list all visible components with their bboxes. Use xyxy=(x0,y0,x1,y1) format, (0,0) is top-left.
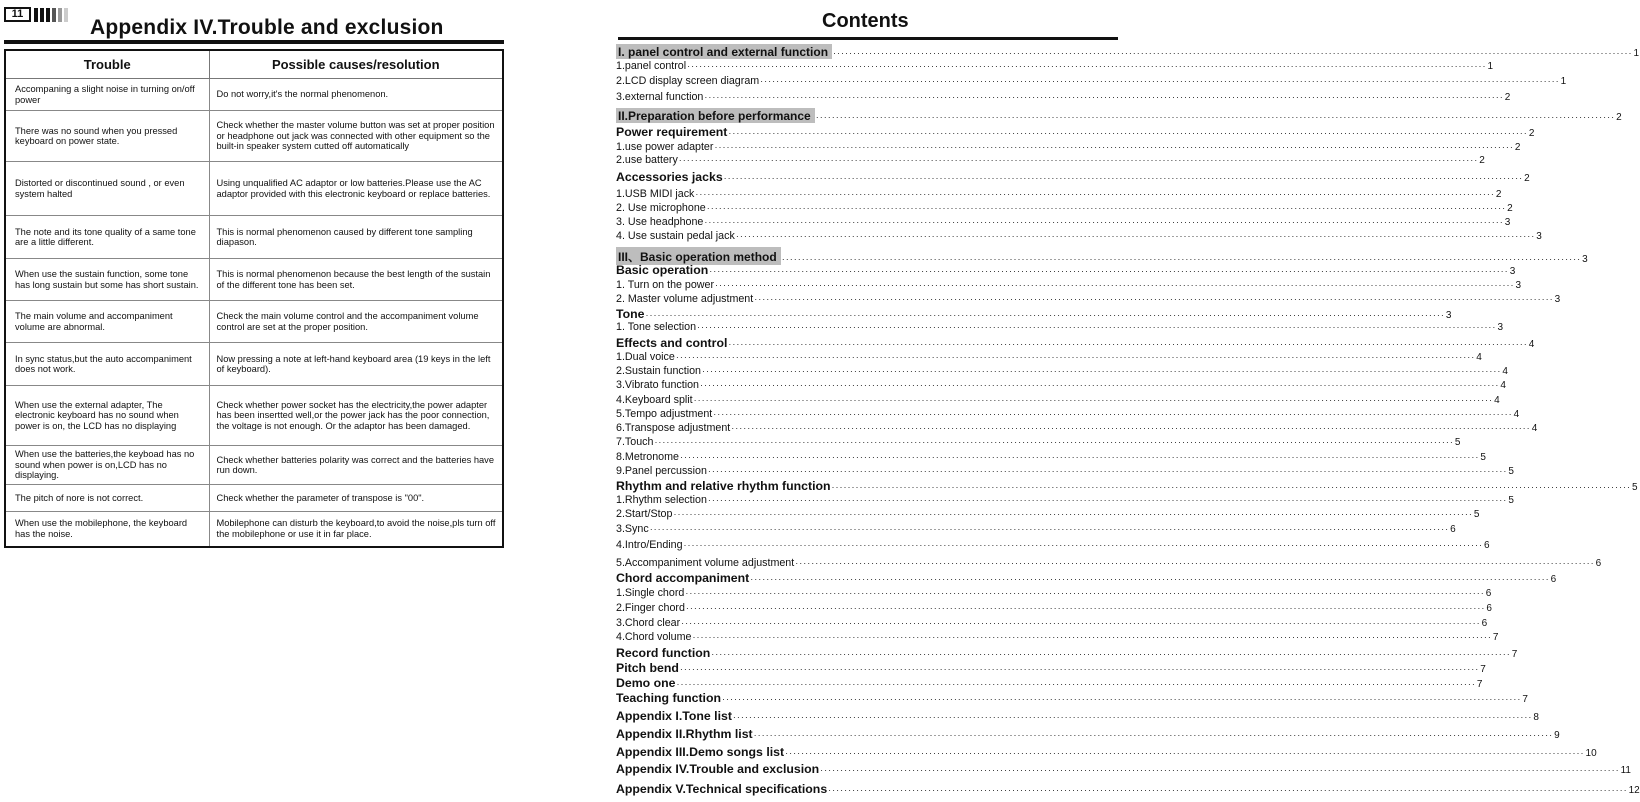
toc-entry xyxy=(616,170,1530,184)
toc-entry-label: I. panel control and external function xyxy=(616,44,832,59)
toc-leader-dots: ········································································································································································································ xyxy=(723,173,1524,183)
table-row xyxy=(5,162,503,216)
table-row xyxy=(5,259,503,301)
toc-entry-label: 7.Touch xyxy=(616,436,654,448)
toc-entry-label: 4.Intro/Ending xyxy=(616,539,683,551)
toc-entry-label: 2. Master volume adjustment xyxy=(616,293,754,305)
toc-entry-page: 8 xyxy=(1533,712,1539,723)
resolution-cell: Using unqualified AC adaptor or low batteries.Please use the AC adaptor provided with this electronic keyboard or replace batteries. xyxy=(209,162,503,216)
resolution-cell: Mobilephone can disturb the keyboard,to avoid the noise,pls turn off the mobilephone or use it in far place. xyxy=(209,512,503,547)
toc-entry xyxy=(616,188,1502,200)
toc-leader-dots: ········································································································································································································ xyxy=(704,217,1504,227)
title-rule xyxy=(4,40,504,44)
toc-entry xyxy=(616,422,1538,434)
toc-entry xyxy=(616,293,1561,305)
toc-entry-page: 4 xyxy=(1476,352,1482,363)
toc-entry-page: 3 xyxy=(1445,310,1452,321)
toc-leader-dots: ········································································································································································································ xyxy=(828,785,1628,795)
toc-entry-page: 2 xyxy=(1504,92,1511,103)
toc-entry-page: 2 xyxy=(1479,155,1485,166)
toc-leader-dots: ········································································································································································································ xyxy=(815,112,1616,122)
toc-leader-dots: ········································································································································································································ xyxy=(721,694,1522,704)
toc-leader-dots: ········································································································································································································ xyxy=(715,280,1515,290)
table-row xyxy=(5,386,503,446)
toc-leader-dots: ········································································································································································································ xyxy=(683,540,1483,550)
toc-entry-page: 5 xyxy=(1508,466,1514,477)
toc-entry-page: 2 xyxy=(1616,112,1622,123)
toc-entry-label: 3. Use headphone xyxy=(616,216,704,228)
toc-entry xyxy=(616,782,1640,796)
toc-entry-page: 7 xyxy=(1492,632,1499,643)
toc-entry xyxy=(616,571,1557,585)
toc-leader-dots: ········································································································································································································ xyxy=(645,310,1445,320)
toc-leader-dots: ········································································································································································································ xyxy=(731,423,1531,433)
toc-entry-page: 7 xyxy=(1476,679,1483,690)
toc-entry-page: 6 xyxy=(1486,603,1492,614)
toc-entry-page: 6 xyxy=(1485,588,1492,599)
toc-leader-dots: ········································································································································································································ xyxy=(820,765,1620,775)
resolution-cell: Check whether the master volume button was set at proper position or headphone out jack was connected with other equipment so the built-in speaker system cutted off automatically xyxy=(209,111,503,162)
toc-entry xyxy=(616,587,1492,599)
toc-entry-label: 8.Metronome xyxy=(616,451,679,463)
toc-entry xyxy=(616,557,1602,569)
header-resolution: Possible causes/resolution xyxy=(209,50,503,79)
toc-entry xyxy=(616,307,1452,321)
toc-entry xyxy=(616,44,1640,59)
toc-entry-page: 5 xyxy=(1508,495,1514,506)
toc-leader-dots: ········································································································································································································ xyxy=(735,231,1536,241)
right-page xyxy=(600,0,1640,802)
toc-entry-label: 6.Transpose adjustment xyxy=(616,422,731,434)
toc-entry-page: 5 xyxy=(1631,482,1638,493)
toc-leader-dots: ········································································································································································································ xyxy=(711,649,1511,659)
toc-entry-label: Appendix III.Demo songs list xyxy=(616,745,785,759)
toc-entry-label: 5.Tempo adjustment xyxy=(616,408,713,420)
trouble-cell: Distorted or discontinued sound , or even system halted xyxy=(5,162,209,216)
toc-entry-page: 4 xyxy=(1528,339,1535,350)
toc-entry xyxy=(616,602,1492,614)
toc-entry-page: 7 xyxy=(1511,649,1518,660)
toc-entry-page: 6 xyxy=(1550,574,1557,585)
toc-entry xyxy=(616,394,1500,406)
toc-entry-page: 1 xyxy=(1633,48,1640,59)
toc-entry-label: Rhythm and relative rhythm function xyxy=(616,479,831,493)
toc-entry xyxy=(616,691,1528,705)
page-number: 11 xyxy=(4,7,31,22)
contents-rule xyxy=(618,37,1118,40)
toc-entry xyxy=(616,141,1521,153)
page-number-badge xyxy=(4,7,60,23)
toc-entry-page: 1 xyxy=(1487,61,1494,72)
toc-leader-dots: ········································································································································································································ xyxy=(706,203,1507,213)
trouble-cell: When use the batteries,the keyboad has no sound when power is on,LCD has no displaying. xyxy=(5,446,209,485)
toc-entry-page: 3 xyxy=(1554,294,1561,305)
trouble-cell: The note and its tone quality of a same tone are a little different. xyxy=(5,216,209,259)
toc-entry xyxy=(616,508,1480,520)
toc-leader-dots: ········································································································································································································ xyxy=(728,339,1528,349)
toc-entry-label: Appendix II.Rhythm list xyxy=(616,727,753,741)
toc-leader-dots: ········································································································································································································ xyxy=(697,322,1497,332)
toc-entry-page: 6 xyxy=(1450,524,1456,535)
toc-entry-page: 11 xyxy=(1620,765,1631,776)
toc-entry-label: 2.Sustain function xyxy=(616,365,701,377)
toc-entry-label: Demo one xyxy=(616,676,676,690)
trouble-cell: The pitch of nore is not correct. xyxy=(5,485,209,512)
toc-entry xyxy=(616,91,1511,103)
toc-entry-page: 4 xyxy=(1531,423,1538,434)
toc-entry-label: Appendix IV.Trouble and exclusion xyxy=(616,762,820,776)
table-row xyxy=(5,343,503,386)
resolution-cell: Do not worry,it's the normal phenomenon. xyxy=(209,79,503,111)
toc-entry-label: 4.Keyboard split xyxy=(616,394,693,406)
toc-entry-label: 3.Vibrato function xyxy=(616,379,699,391)
toc-leader-dots: ········································································································································································································ xyxy=(685,588,1485,598)
trouble-cell: The main volume and accompaniment volume are abnormal. xyxy=(5,301,209,343)
toc-leader-dots: ········································································································································································································ xyxy=(675,352,1476,362)
toc-entry-page: 3 xyxy=(1509,266,1516,277)
toc-leader-dots: ········································································································································································································ xyxy=(754,294,1554,304)
toc-entry xyxy=(616,661,1486,675)
toc-leader-dots: ········································································································································································································ xyxy=(781,254,1582,264)
toc-entry-label: 3.Sync xyxy=(616,523,649,535)
toc-entry-page: 4 xyxy=(1494,395,1500,406)
table-row xyxy=(5,446,503,485)
toc-leader-dots: ········································································································································································································ xyxy=(713,409,1513,419)
toc-leader-dots: ········································································································································································································ xyxy=(709,266,1509,276)
table-row xyxy=(5,111,503,162)
toc-entry-page: 2 xyxy=(1495,189,1502,200)
toc-entry-page: 2 xyxy=(1524,173,1530,184)
trouble-cell: When use the external adapter, The electronic keyboard has no sound when power is on, the LCD has no displaying xyxy=(5,386,209,446)
toc-entry xyxy=(616,263,1516,277)
toc-leader-dots: ········································································································································································································ xyxy=(673,509,1473,519)
toc-entry-label: 3.Chord clear xyxy=(616,617,681,629)
toc-entry-label: 1. Tone selection xyxy=(616,321,697,333)
trouble-cell: There was no sound when you pressed keyboard on power state. xyxy=(5,111,209,162)
toc-leader-dots: ········································································································································································································ xyxy=(728,128,1528,138)
toc-leader-dots: ········································································································································································································ xyxy=(678,155,1479,165)
toc-entry-label: Pitch bend xyxy=(616,661,679,675)
toc-entry-label: 2. Use microphone xyxy=(616,202,706,214)
toc-entry-label: 1.USB MIDI jack xyxy=(616,188,695,200)
toc-entry xyxy=(616,727,1560,741)
toc-leader-dots: ········································································································································································································ xyxy=(685,603,1486,613)
toc-entry-label: 2.Finger chord xyxy=(616,602,685,614)
toc-entry-label: III、Basic operation method xyxy=(616,247,781,265)
contents-title: Contents xyxy=(822,10,909,32)
header-trouble: Trouble xyxy=(5,50,209,79)
table-row xyxy=(5,79,503,111)
toc-leader-dots: ········································································································································································································ xyxy=(753,730,1554,740)
toc-entry xyxy=(616,494,1514,506)
toc-entry-label: Tone xyxy=(616,307,645,321)
toc-entry-label: 2.LCD display screen diagram xyxy=(616,75,760,87)
toc-leader-dots: ········································································································································································································ xyxy=(693,395,1494,405)
page-title: Appendix IV.Trouble and exclusion xyxy=(90,16,444,39)
toc-entry-label: 1.Single chord xyxy=(616,587,685,599)
toc-entry-page: 3 xyxy=(1504,217,1511,228)
toc-entry xyxy=(616,436,1461,448)
resolution-cell: This is normal phenomenon caused by different tone sampling diapason. xyxy=(209,216,503,259)
toc-entry-page: 9 xyxy=(1554,730,1560,741)
toc-leader-dots: ········································································································································································································ xyxy=(732,712,1533,722)
toc-entry-label: Basic operation xyxy=(616,263,709,277)
trouble-cell: When use the mobilephone, the keyboard has the noise. xyxy=(5,512,209,547)
toc-entry-label: 1.Rhythm selection xyxy=(616,494,707,506)
toc-entry-page: 3 xyxy=(1536,231,1542,242)
toc-leader-dots: ········································································································································································································ xyxy=(695,189,1495,199)
toc-entry xyxy=(616,216,1511,228)
toc-leader-dots: ········································································································································································································ xyxy=(707,466,1508,476)
toc-entry-page: 5 xyxy=(1454,437,1461,448)
toc-leader-dots: ········································································································································································································ xyxy=(701,366,1502,376)
toc-leader-dots: ········································································································································································································ xyxy=(795,558,1595,568)
toc-entry-page: 2 xyxy=(1507,203,1513,214)
toc-leader-dots: ········································································································································································································ xyxy=(679,664,1480,674)
toc-leader-dots: ········································································································································································································ xyxy=(785,748,1585,758)
toc-entry xyxy=(616,321,1503,333)
toc-entry xyxy=(616,451,1486,463)
trouble-cell: Accompaning a slight noise in turning on/off power xyxy=(5,79,209,111)
toc-entry-page: 4 xyxy=(1513,409,1520,420)
toc-entry-page: 3 xyxy=(1497,322,1503,333)
toc-entry xyxy=(616,230,1542,242)
toc-leader-dots: ········································································································································································································ xyxy=(760,76,1560,86)
toc-leader-dots: ········································································································································································································ xyxy=(707,495,1508,505)
toc-entry xyxy=(616,465,1514,477)
resolution-cell: Now pressing a note at left-hand keyboard area (19 keys in the left of keyboard). xyxy=(209,343,503,386)
trouble-cell: In sync status,but the auto accompaniment does not work. xyxy=(5,343,209,386)
toc-entry-page: 6 xyxy=(1595,558,1602,569)
resolution-cell: This is normal phenomenon because the best length of the sustain of the different tone has been set. xyxy=(209,259,503,301)
toc-leader-dots: ········································································································································································································ xyxy=(654,437,1454,447)
toc-entry-label: 1. Turn on the power xyxy=(616,279,715,291)
toc-leader-dots: ········································································································································································································ xyxy=(704,92,1504,102)
toc-entry xyxy=(616,75,1567,87)
toc-entry-label: 1.Dual voice xyxy=(616,351,675,363)
trouble-table xyxy=(4,49,504,548)
resolution-cell: Check whether batteries polarity was correct and the batteries have run down. xyxy=(209,446,503,485)
resolution-cell: Check whether power socket has the electricity,the power adapter has been insertted well,or the power jack has the poor connection, the voltage is not enough. Or the adaptor has been damaged. xyxy=(209,386,503,446)
toc-entry xyxy=(616,745,1597,759)
toc-entry xyxy=(616,631,1499,643)
toc-entry-label: 4.Chord volume xyxy=(616,631,692,643)
toc-entry-page: 12 xyxy=(1628,785,1640,796)
toc-entry-page: 3 xyxy=(1582,254,1588,265)
toc-leader-dots: ········································································································································································································ xyxy=(681,618,1481,628)
toc-entry-page: 10 xyxy=(1585,748,1597,759)
table-row xyxy=(5,512,503,547)
toc-entry xyxy=(616,617,1488,629)
toc-entry xyxy=(616,60,1494,72)
toc-leader-dots: ········································································································································································································ xyxy=(687,61,1487,71)
toc-entry xyxy=(616,479,1638,493)
table-row xyxy=(5,485,503,512)
toc-entry-label: 3.external function xyxy=(616,91,704,103)
toc-leader-dots: ········································································································································································································ xyxy=(700,380,1500,390)
toc-leader-dots: ········································································································································································································ xyxy=(714,142,1514,152)
toc-entry xyxy=(616,336,1535,350)
table-row xyxy=(5,216,503,259)
table-row xyxy=(5,301,503,343)
toc-leader-dots: ········································································································································································································ xyxy=(831,482,1631,492)
toc-entry-page: 3 xyxy=(1515,280,1522,291)
toc-entry xyxy=(616,539,1490,551)
toc-entry-label: Accessories jacks xyxy=(616,170,723,184)
toc-entry-label: 1.panel control xyxy=(616,60,687,72)
toc-entry xyxy=(616,365,1508,377)
toc-leader-dots: ········································································································································································································ xyxy=(679,452,1480,462)
toc-entry-page: 6 xyxy=(1481,618,1488,629)
toc-entry-label: 4. Use sustain pedal jack xyxy=(616,230,735,242)
left-page xyxy=(0,0,520,802)
toc-entry-label: Power requirement xyxy=(616,125,728,139)
toc-entry-page: 1 xyxy=(1560,76,1567,87)
toc-entry xyxy=(616,379,1506,391)
toc-leader-dots: ········································································································································································································ xyxy=(649,524,1450,534)
toc-leader-dots: ········································································································································································································ xyxy=(833,48,1633,58)
toc-entry xyxy=(616,646,1518,660)
table-header-row xyxy=(5,50,503,79)
toc-entry-page: 5 xyxy=(1473,509,1480,520)
toc-entry xyxy=(616,709,1539,723)
toc-entry-page: 6 xyxy=(1483,540,1490,551)
toc-entry-page: 7 xyxy=(1522,694,1528,705)
toc-entry xyxy=(616,523,1456,535)
toc-entry xyxy=(616,351,1482,363)
toc-entry xyxy=(616,108,1622,123)
toc-entry-page: 4 xyxy=(1500,380,1506,391)
toc-entry xyxy=(616,408,1520,420)
toc-entry-page: 5 xyxy=(1480,452,1486,463)
toc-entry xyxy=(616,676,1483,690)
toc-entry-label: Appendix V.Technical specifications xyxy=(616,782,828,796)
toc-entry xyxy=(616,762,1631,776)
toc-entry-label: Chord accompaniment xyxy=(616,571,750,585)
toc-entry xyxy=(616,125,1535,139)
toc-entry-label: Appendix I.Tone list xyxy=(616,709,732,723)
resolution-cell: Check the main volume control and the accompaniment volume control are set at the proper position. xyxy=(209,301,503,343)
toc-entry-page: 2 xyxy=(1528,128,1535,139)
toc-leader-dots: ········································································································································································································ xyxy=(750,574,1550,584)
resolution-cell: Check whether the parameter of transpose is "00". xyxy=(209,485,503,512)
toc-entry xyxy=(616,202,1513,214)
toc-entry-label: 9.Panel percussion xyxy=(616,465,707,477)
toc-entry-page: 4 xyxy=(1502,366,1508,377)
toc-entry-page: 2 xyxy=(1514,142,1521,153)
toc-leader-dots: ········································································································································································································ xyxy=(676,679,1476,689)
toc-leader-dots: ········································································································································································································ xyxy=(692,632,1492,642)
page-number-bars xyxy=(34,8,68,22)
toc-entry-label: Teaching function xyxy=(616,691,721,705)
toc-entry-page: 7 xyxy=(1480,664,1486,675)
toc-entry-label: 1.use power adapter xyxy=(616,141,714,153)
toc-entry-label: 5.Accompaniment volume adjustment xyxy=(616,557,795,569)
trouble-cell: When use the sustain function, some tone has long sustain but some has short sustain. xyxy=(5,259,209,301)
toc-entry xyxy=(616,279,1522,291)
toc-entry-label: II.Preparation before performance xyxy=(616,108,815,123)
toc-entry-label: 2.use battery xyxy=(616,154,678,166)
toc-entry xyxy=(616,154,1485,166)
toc-entry-label: 2.Start/Stop xyxy=(616,508,673,520)
toc-entry-label: Effects and control xyxy=(616,336,728,350)
toc-entry-label: Record function xyxy=(616,646,711,660)
